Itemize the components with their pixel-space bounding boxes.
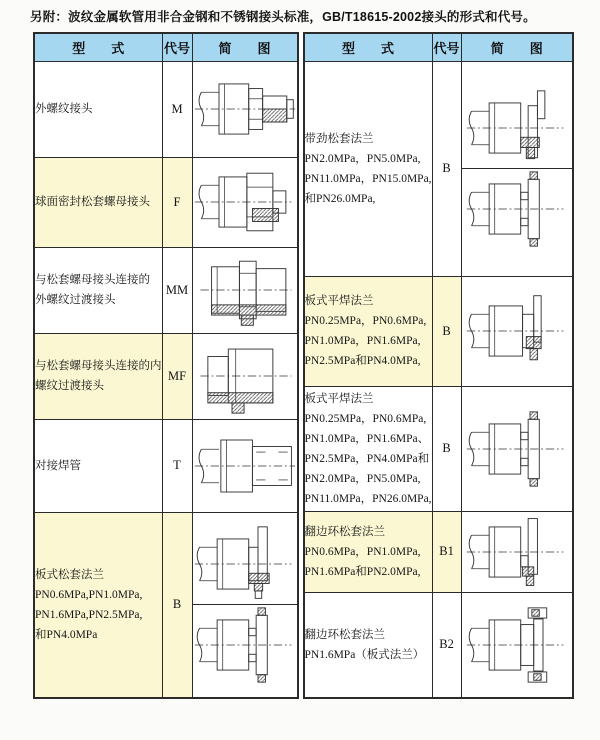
diagram-box <box>193 336 297 416</box>
type-line: PN2.5MPa，PN4.0MPa和 <box>304 452 430 465</box>
type-line: 对接焊管 <box>35 459 81 472</box>
type-line: 球面密封松套螺母接头 <box>35 196 150 208</box>
type-line: 外螺纹接头 <box>35 103 93 115</box>
type-line: PN1.0MPa，PN1.6MPa、 <box>304 432 430 445</box>
fitting-diagram-swivel-nut-icon <box>193 162 297 242</box>
type-line: 板式平焊法兰 <box>304 295 374 307</box>
table-row-left-2 <box>34 157 298 247</box>
header-code-right: 代号 <box>432 33 461 61</box>
code-cell: B <box>432 386 461 511</box>
type-line: 翻边环松套法兰 <box>304 525 385 538</box>
code-cell: T <box>162 419 192 512</box>
type-line: 与松套螺母接头连接的内 <box>35 360 162 372</box>
diagram-cell <box>461 276 573 386</box>
type-line: 与松套螺母接头连接的 <box>35 274 150 286</box>
table-row-left-3 <box>34 247 298 333</box>
type-line: 和PN4.0MPa <box>35 628 98 641</box>
code-cell: MF <box>162 333 192 419</box>
diagram-cell <box>192 157 298 247</box>
code-cell: B <box>432 276 461 386</box>
fitting-diagram-flange-weld-icon <box>465 291 569 371</box>
diagram-box <box>193 250 297 330</box>
diagram-box <box>193 162 297 242</box>
type-cell <box>304 386 433 511</box>
type-line: 带劲松套法兰 <box>304 132 374 145</box>
page-title: 另附：波纹金属软管用非合金钢和不锈钢接头标准，GB/T18615-2002接头的形式和代号。 <box>30 10 536 24</box>
code-cell: B2 <box>432 592 461 698</box>
fitting-table-right <box>303 32 575 699</box>
header-type-right: 型 式 <box>304 33 433 61</box>
type-line: 板式松套法兰 <box>35 568 104 581</box>
diagram-cell <box>461 61 573 276</box>
type-line: PN2.0MPa，PN5.0MPa, <box>304 152 421 165</box>
diagram-sub-cell <box>193 524 297 605</box>
diagram-box <box>462 512 573 592</box>
type-cell <box>304 511 433 592</box>
fitting-diagram-flange-bolted-icon <box>193 605 297 685</box>
code-cell: B <box>162 512 192 698</box>
type-cell <box>34 512 162 698</box>
fitting-diagram-adapter-male-icon <box>193 250 297 330</box>
type-cell <box>304 61 433 276</box>
fitting-diagram-male-thread-icon <box>193 69 297 149</box>
type-cell <box>34 61 162 157</box>
diagram-box <box>193 69 297 149</box>
table-row-right-2 <box>304 276 574 386</box>
header-code-left: 代号 <box>162 33 192 61</box>
fitting-tables <box>33 32 574 699</box>
type-cell <box>34 333 162 419</box>
diagram-cell <box>192 247 298 333</box>
type-line: 外螺纹过渡接头 <box>35 294 116 306</box>
type-line: PN1.6MPa和PN2.0MPa, <box>304 565 421 578</box>
type-cell <box>34 157 162 247</box>
type-line: PN11.0MPa，PN15.0MPa, <box>304 172 432 185</box>
type-line: PN2.5MPa和PN4.0MPa, <box>304 355 421 367</box>
fitting-diagram-butt-weld-icon <box>193 426 297 506</box>
code-cell: MM <box>162 247 192 333</box>
table-row-right-4 <box>304 511 574 592</box>
diagram-box <box>462 291 573 371</box>
table-row-right-5 <box>304 592 574 698</box>
type-line: PN0.25MPa，PN0.6MPa, <box>304 315 427 327</box>
diagram-box <box>193 426 297 506</box>
header-diagram-right: 简 图 <box>461 33 573 61</box>
type-cell <box>34 247 162 333</box>
diagram-cell <box>461 511 573 592</box>
type-line: PN0.6MPa,PN1.0MPa, <box>35 588 143 601</box>
table-row-left-1 <box>34 61 298 157</box>
diagram-cell <box>461 592 573 698</box>
fitting-diagram-flange-clamp-icon <box>465 605 569 685</box>
diagram-sub-cell <box>462 88 573 169</box>
diagram-cell <box>192 512 298 698</box>
type-line: 和PN26.0MPa, <box>304 192 376 205</box>
code-cell: M <box>162 61 192 157</box>
fitting-diagram-adapter-female-icon <box>193 336 297 416</box>
header-diagram-left: 简 图 <box>192 33 298 61</box>
diagram-sub-cell <box>462 169 573 249</box>
table-row-right-3 <box>304 386 574 511</box>
fitting-diagram-flange-plate-icon <box>193 524 297 604</box>
type-line: PN0.25MPa，PN0.6MPa, <box>304 412 427 425</box>
type-cell <box>34 419 162 512</box>
code-cell: F <box>162 157 192 247</box>
type-cell <box>304 276 433 386</box>
diagram-cell <box>192 333 298 419</box>
type-line: PN1.6MPa,PN2.5MPa, <box>35 608 143 621</box>
diagram-sub-cell <box>193 605 297 685</box>
fitting-diagram-flange-bolted-icon <box>465 409 569 489</box>
diagram-box <box>462 409 573 489</box>
code-cell: B <box>432 61 461 276</box>
type-cell <box>304 592 433 698</box>
diagram-cell <box>192 419 298 512</box>
type-line: PN11.0MPa，PN26.0MPa, <box>304 492 432 505</box>
diagram-cell <box>461 386 573 511</box>
fitting-table-left <box>33 32 299 699</box>
table-row-right-1 <box>304 61 574 276</box>
diagram-cell <box>192 61 298 157</box>
fitting-diagram-flange-neck-icon <box>465 88 569 168</box>
fitting-diagram-flange-bolted-icon <box>465 169 569 249</box>
code-cell: B1 <box>432 511 461 592</box>
table-row-left-6 <box>34 512 298 698</box>
header-type-left: 型 式 <box>34 33 162 61</box>
type-line: 翻边环松套法兰 <box>304 628 385 641</box>
type-line: PN0.6MPa，PN1.0MPa, <box>304 545 421 558</box>
table-row-left-5 <box>34 419 298 512</box>
diagram-stack <box>193 524 297 685</box>
table-row-left-4 <box>34 333 298 419</box>
diagram-stack <box>462 88 573 249</box>
type-line: PN1.6MPa（板式法兰） <box>304 648 425 661</box>
type-line: PN1.0MPa，PN1.6MPa, <box>304 335 421 347</box>
diagram-box <box>462 605 573 685</box>
type-line: 螺纹过渡接头 <box>35 380 104 392</box>
fitting-diagram-flange-lap-icon <box>465 512 569 592</box>
type-line: PN2.0MPa，PN5.0MPa, <box>304 472 421 485</box>
type-line: 板式平焊法兰 <box>304 392 374 405</box>
